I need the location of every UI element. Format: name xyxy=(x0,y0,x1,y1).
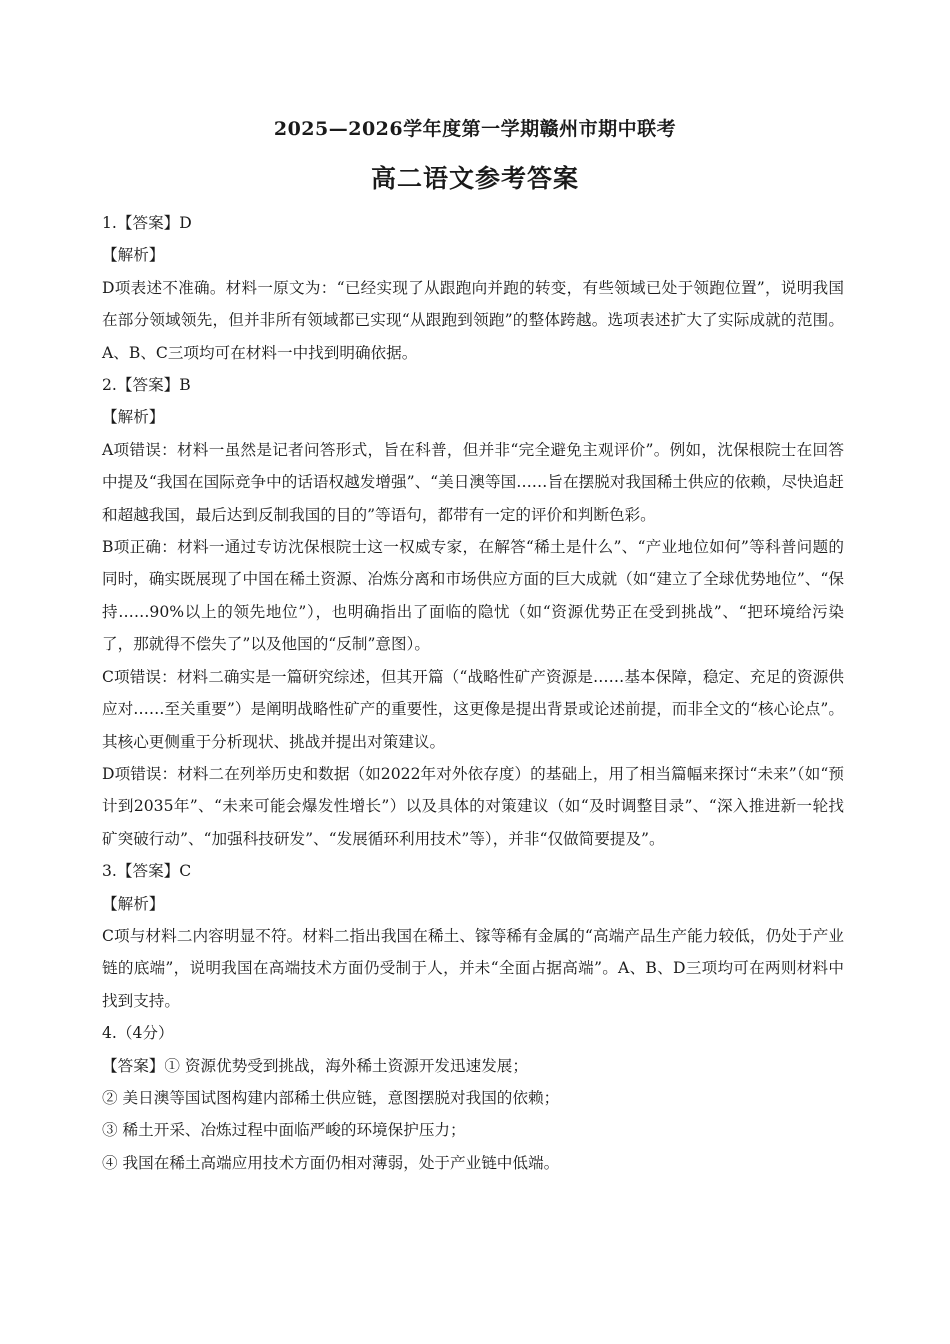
q2-option-b: B项正确：材料一通过专访沈保根院士这一权威专家，在解答“稀土是什么”、“产业地位如何”等科普问题的同时，确实既展现了中国在稀土资源、冶炼分离和市场供应方面的巨大成就（如“建立了全球优势地位”、“保持……90%以上的领先地位”），也明确指出了面临的隐忧（如“资源优势正在受到挑战”、“把环境给污染了，那就得不偿失了”以及他国的“反制”意图）。 xyxy=(102,538,844,654)
q3-analysis-label: 【解析】 xyxy=(102,894,165,913)
q4-score: 4.（4分） xyxy=(102,1024,174,1043)
q1-answer: 1.【答案】D xyxy=(102,214,192,232)
q4-item-2: ② 美日澳等国试图构建内部稀土供应链，意图摆脱对我国的依赖； xyxy=(102,1088,560,1107)
exam-title: 2025—2026学年度第一学期赣州市期中联考 xyxy=(273,118,677,140)
q2-option-c: C项错误：材料二确实是一篇研究综述，但其开篇（“战略性矿产资源是……基本保障，稳定、充足的资源供应对……至关重要”）是阐明战略性矿产的重要性，这更像是提出背景或论述前提，而非全文的“核心论点”。其核心更侧重于分析现状、挑战并提出对策建议。 xyxy=(102,667,844,751)
q2-option-d: D项错误：材料二在列举历史和数据（如2022年对外依存度）的基础上，用了相当篇幅来探讨“未来”（如“预计到2035年”、“未来可能会爆发性增长”）以及具体的对策建议（如“及时调整目录”、“深入推进新一轮找矿突破行动”、“加强科技研发”、“发展循环利用技术”等），并非“仅做简要提及”。 xyxy=(102,764,844,848)
q2-answer: 2.【答案】B xyxy=(102,376,191,395)
q4-item-1: 【答案】① 资源优势受到挑战，海外稀土资源开发迅速发展； xyxy=(102,1056,528,1075)
document-title: 高二语文参考答案 xyxy=(370,164,579,193)
q3-analysis: C项与材料二内容明显不符。材料二指出我国在稀土、镓等稀有金属的“高端产品生产能力较低，仍处于产业链的底端”，说明我国在高端技术方面仍受制于人，并未“全面占据高端”。A、B、D三项均可在两则材料中找到支持。 xyxy=(102,926,844,1010)
q3-answer: 3.【答案】C xyxy=(102,862,192,881)
q2-option-a: A项错误：材料一虽然是记者问答形式，旨在科普，但并非“完全避免主观评价”。例如，沈保根院士在回答中提及“我国在国际竞争中的话语权越发增强”、“美日澳等国……旨在摆脱对我国稀土供应的依赖，尽快追赶和超越我国，最后达到反制我国的目的”等语句，都带有一定的评价和判断色彩。 xyxy=(102,440,844,524)
q4-item-3: ③ 稀土开采、冶炼过程中面临严峻的环境保护压力； xyxy=(102,1121,466,1140)
q1-analysis: D项表述不准确。材料一原文为：“已经实现了从跟跑向并跑的转变，有些领域已处于领跑位置”，说明我国在部分领域领先，但并非所有领域都已实现“从跟跑到领跑”的整体跨越。选项表述扩大了实际成就的范围。A、B、C三项均可在材料一中找到明确依据。 xyxy=(102,278,844,362)
q1-analysis-label: 【解析】 xyxy=(102,246,165,265)
q4-item-4: ④ 我国在稀土高端应用技术方面仍相对薄弱，处于产业链中低端。 xyxy=(102,1153,560,1172)
answer-content xyxy=(102,207,844,1179)
q2-analysis-label: 【解析】 xyxy=(102,408,165,427)
